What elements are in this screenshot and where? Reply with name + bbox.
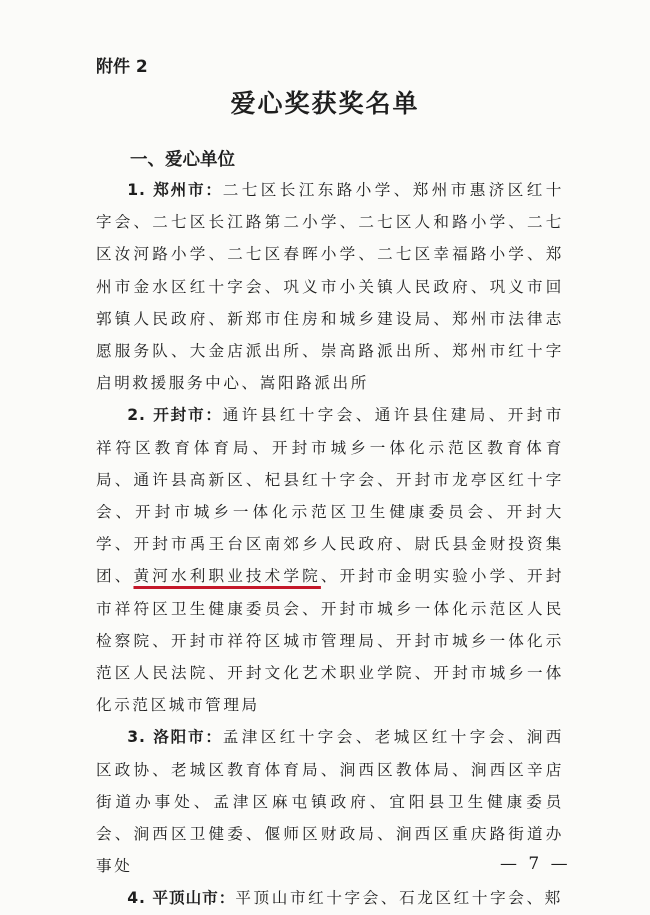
city-label: 3. 洛阳市： (127, 728, 223, 747)
unit-list-text: 平顶山市红十字会、石龙区红十字会、郏 (235, 889, 563, 908)
unit-list-text: 通许县红十字会、通许县住建局、开封市祥符区教育体育局、开封市城乡一体化示范区教育体育局、通许县高新区、杞县红十字会、开封市龙亭区红十字会、开封市城乡一体化示范区卫生健康委员会、开封大学、开封市禹王台区南郊乡人民政府、尉氏县金财投资集团、 (96, 406, 564, 586)
section-heading: 一、爱心单位 (130, 150, 235, 170)
city-label: 2. 开封市： (127, 406, 223, 425)
award-list (96, 174, 564, 915)
city-label: 1. 郑州市： (127, 181, 223, 199)
unit-list-text: 孟津区红十字会、老城区红十字会、涧西区政协、老城区教育体育局、涧西区教体局、涧西区辛店街道办事处、孟津区麻屯镇政府、宜阳县卫生健康委员会、涧西区卫健委、偃师区财政局、涧西区重庆路街道办事处 (96, 728, 564, 876)
unit-list-text: 、开封市金明实验小学、开封市祥符区卫生健康委员会、开封市城乡一体化示范区人民检察院、开封市祥符区城市管理局、开封市城乡一体化示范区人民法院、开封文化艺术职业学院、开封市城乡一体化示范区城市管理局 (96, 567, 564, 715)
highlighted-unit: 黄河水利职业技术学院 (133, 567, 321, 586)
list-item-zhengzhou (96, 174, 564, 399)
attachment-label: 附件 2 (96, 57, 148, 77)
list-item-luoyang (96, 721, 564, 882)
list-item-kaifeng (96, 399, 564, 721)
list-item-pingdingshan (96, 882, 564, 914)
unit-list-text: 二七区长江东路小学、郑州市惠济区红十字会、二七区长江路第二小学、二七区人和路小学、二七区汝河路小学、二七区春晖小学、二七区幸福路小学、郑州市金水区红十字会、巩义市小关镇人民政府、巩义市回郭镇人民政府、新郑市住房和城乡建设局、郑州市法律志愿服务队、大金店派出所、崇高路派出所、郑州市红十字启明救援服务中心、嵩阳路派出所 (96, 181, 564, 393)
document-title: 爱心奖获奖名单 (230, 89, 420, 118)
page-number: — 7 — (500, 854, 571, 874)
city-label: 4. 平顶山市： (127, 889, 236, 908)
